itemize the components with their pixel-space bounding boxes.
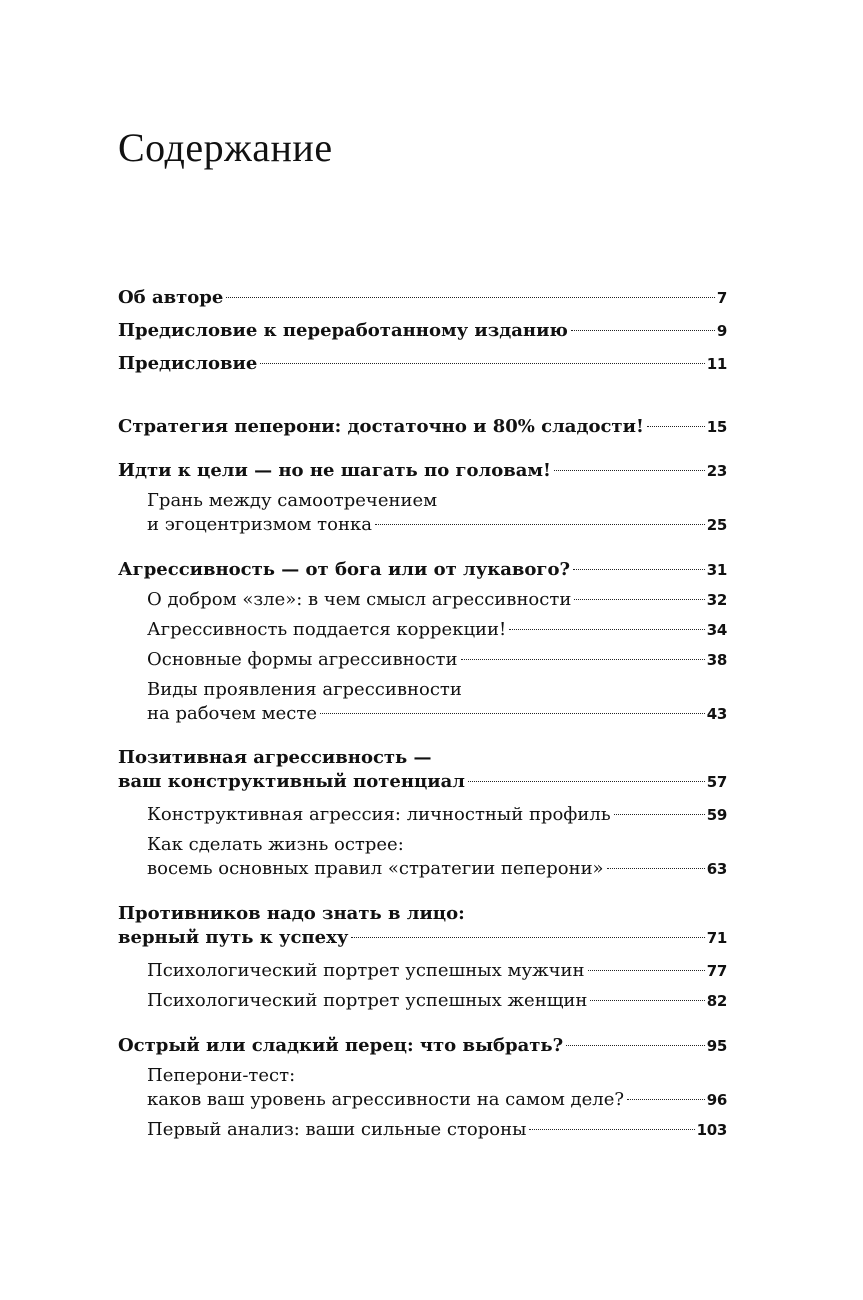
dot-leader [614,814,705,815]
dot-leader [461,659,705,660]
toc-entry-title: Психологический портрет успешных женщин [147,990,588,1011]
toc-subentry [147,959,727,983]
dot-leader [566,1045,705,1046]
toc-page-number: 23 [706,462,727,480]
toc-entry-title: Острый или сладкий перец: что выбрать? [118,1035,564,1056]
toc-subentry [147,1118,727,1142]
toc-entry-title-continued: каков ваш уровень агрессивности на самом деле? [147,1089,625,1110]
toc-entry-title-continued: на рабочем месте [147,703,317,724]
toc-page-number: 32 [706,591,727,609]
dot-leader [320,713,705,714]
toc-entry-title: Виды проявления агрессивности [147,679,462,700]
toc-page-number: 34 [706,621,727,639]
toc-entry-title: Конструктивная агрессия: личностный профиль [147,804,611,825]
toc-page-number: 63 [706,860,727,878]
toc-entry-title-continued: ваш конструктивный потенциал [118,771,465,792]
toc-page-number: 43 [706,705,727,723]
toc-entry-title: Агрессивность поддается коррекции! [147,619,507,640]
toc-entry-title: Идти к цели — но не шагать по головам! [118,460,551,481]
toc-entry [118,415,727,439]
dot-leader [573,569,705,570]
toc-entry-title-continued: восемь основных правил «стратегии пеперони» [147,858,604,879]
toc-entry-title-continued: и эгоцентризмом тонка [147,514,372,535]
toc-page-number: 57 [706,773,727,791]
toc-subentry [147,489,727,537]
dot-leader [590,1000,704,1001]
toc-page-number: 25 [706,516,727,534]
toc-page-number: 7 [716,289,727,307]
toc-entry [118,558,727,582]
toc-entry [118,319,727,343]
toc-entry-title: Основные формы агрессивности [147,649,458,670]
toc-page-number: 103 [696,1121,727,1139]
toc-subentry [147,678,727,726]
dot-leader [607,868,705,869]
toc-page-number: 82 [706,992,727,1010]
dot-leader [468,781,705,782]
toc-entry-title-continued: верный путь к успеху [118,927,349,948]
dot-leader [647,426,705,427]
dot-leader [574,599,704,600]
toc-entry-title: Как сделать жизнь острее: [147,834,404,855]
toc-subentry [147,588,727,612]
toc-entry [118,1034,727,1058]
toc-entry-title: Об авторе [118,287,224,308]
toc-subentry [147,803,727,827]
toc-page-number: 15 [706,418,727,436]
toc-entry-title: О добром «зле»: в чем смысл агрессивности [147,589,572,610]
toc-subentry [147,833,727,881]
dot-leader [627,1099,705,1100]
toc-subentry [147,618,727,642]
toc-entry [118,352,727,376]
toc-entry [118,459,727,483]
toc-entry [118,902,727,950]
toc-entry-title: Первый анализ: ваши сильные стороны [147,1119,527,1140]
toc-entry-title: Психологический портрет успешных мужчин [147,960,585,981]
toc-entry-title: Позитивная агрессивность — [118,747,432,768]
toc-entry-title: Агрессивность — от бога или от лукавого? [118,559,571,580]
toc-entry-title: Стратегия пеперони: достаточно и 80% сладости! [118,416,644,437]
dot-leader [588,970,705,971]
dot-leader [226,297,715,298]
toc-subentry [147,648,727,672]
toc-page-number: 9 [716,322,727,340]
dot-leader [529,1129,694,1130]
toc-entry-title: Грань между самоотречением [147,490,438,511]
toc-entry-title: Пеперони-тест: [147,1065,296,1086]
toc-page-number: 11 [706,355,727,373]
toc-page-number: 77 [706,962,727,980]
toc-entry-title: Противников надо знать в лицо: [118,903,465,924]
dot-leader [571,330,715,331]
toc-page-number: 71 [706,929,727,947]
dot-leader [351,937,704,938]
toc-entry [118,746,727,794]
dot-leader [554,470,705,471]
toc-page-number: 38 [706,651,727,669]
toc-page-number: 96 [706,1091,727,1109]
toc-page-number: 95 [706,1037,727,1055]
toc-subentry [147,989,727,1013]
dot-leader [375,524,705,525]
toc-subentry [147,1064,727,1112]
toc-page-number: 59 [706,806,727,824]
toc-entry-title: Предисловие к переработанному изданию [118,320,568,341]
dot-leader [260,363,704,364]
page-title: Содержание [118,125,333,170]
dot-leader [509,629,704,630]
toc-entry [118,286,727,310]
toc-page-number: 31 [706,561,727,579]
toc-entry-title: Предисловие [118,353,258,374]
